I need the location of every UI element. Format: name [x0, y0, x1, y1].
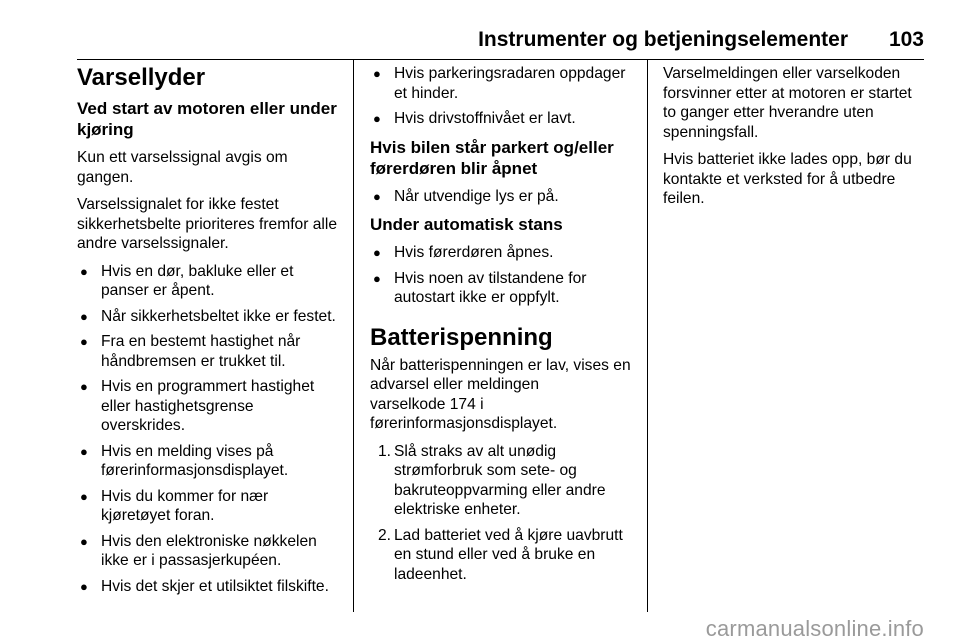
step-text: Slå straks av alt unødig strømforbruk som sete- og bakruteoppvarming eller andre elektriske enheter. [394, 442, 606, 518]
list-item: ● Fra en bestemt hastighet når håndbremsen er trukket til. [77, 332, 339, 371]
list-item: ● Når utvendige lys er på. [370, 187, 632, 207]
subheading-parkert: Hvis bilen står parkert og/eller førerdøren blir åpnet [370, 137, 614, 178]
bullet-list [370, 187, 632, 207]
subheading-start-motor: Ved start av motoren eller under kjøring [77, 99, 337, 139]
list-item: ● Hvis du kommer for nær kjøretøyet foran. [77, 487, 339, 526]
list-item: ● Hvis førerdøren åpnes. [370, 243, 632, 263]
list-item: ● Hvis noen av tilstandene for autostart ikke er oppfylt. [370, 269, 632, 308]
step-text: Lad batteriet ved å kjøre uavbrutt en stund eller ved å bruke en ladeenhet. [394, 526, 623, 583]
paragraph: Kun ett varselssignal avgis om gangen. [77, 149, 288, 186]
bullet-list [370, 243, 632, 308]
paragraph: varselkode 174 i førerinformasjonsdisplayet. [370, 395, 558, 432]
subheading-automatisk-stans: Under automatisk stans [370, 215, 563, 234]
bullet-list [77, 262, 339, 597]
bullet-list [370, 64, 632, 129]
list-item: ● Hvis en dør, bakluke eller et panser er åpent. [77, 262, 339, 301]
list-item: ● Hvis den elektroniske nøkkelen ikke er i passasjerkupéen. [77, 532, 339, 571]
column-divider [353, 60, 354, 612]
column-2 [370, 64, 632, 592]
watermark: carmanualsonline.info [705, 616, 924, 641]
page-header [0, 28, 960, 58]
list-item [370, 526, 632, 585]
paragraph: Når batterispenningen er lav, vises en advarsel eller meldingen [370, 356, 631, 393]
paragraph: Varselssignalet for ikke festet sikkerhetsbelte prioriteres fremfor alle andre varselssignaler. [77, 196, 337, 252]
paragraph: Hvis batteriet ikke lades opp, bør du kontakte et verksted for å utbedre feilen. [663, 151, 912, 207]
section-heading-varsellyder: Varsellyder [77, 64, 206, 91]
step-number: 2. [378, 526, 392, 544]
section-heading-batterispenning: Batterispenning [370, 323, 553, 351]
paragraph: Varselmeldingen eller varselkoden forsvinner etter at motoren er startet to ganger etter hverandre uten spenningsfall. [663, 65, 912, 141]
list-item: ● Når sikkerhetsbeltet ikke er festet. [77, 307, 339, 327]
numbered-list [370, 442, 632, 585]
step-number: 1. [378, 442, 392, 460]
list-item: ● Hvis en melding vises på førerinformasjonsdisplayet. [77, 442, 339, 481]
column-1 [77, 64, 339, 604]
column-3 [663, 64, 925, 217]
header-rule [77, 59, 924, 60]
list-item: ● Hvis parkeringsradaren oppdager et hinder. [370, 64, 632, 103]
column-divider [647, 60, 648, 612]
list-item [370, 442, 632, 520]
list-item: ● Hvis det skjer et utilsiktet filskifte. [77, 577, 339, 597]
page-number: 103 [888, 28, 924, 51]
list-item: ● Hvis drivstoffnivået er lavt. [370, 109, 632, 129]
list-item: ● Hvis en programmert hastighet eller hastighetsgrense overskrides. [77, 377, 339, 436]
header-title: Instrumenter og betjeningselementer [478, 28, 848, 51]
